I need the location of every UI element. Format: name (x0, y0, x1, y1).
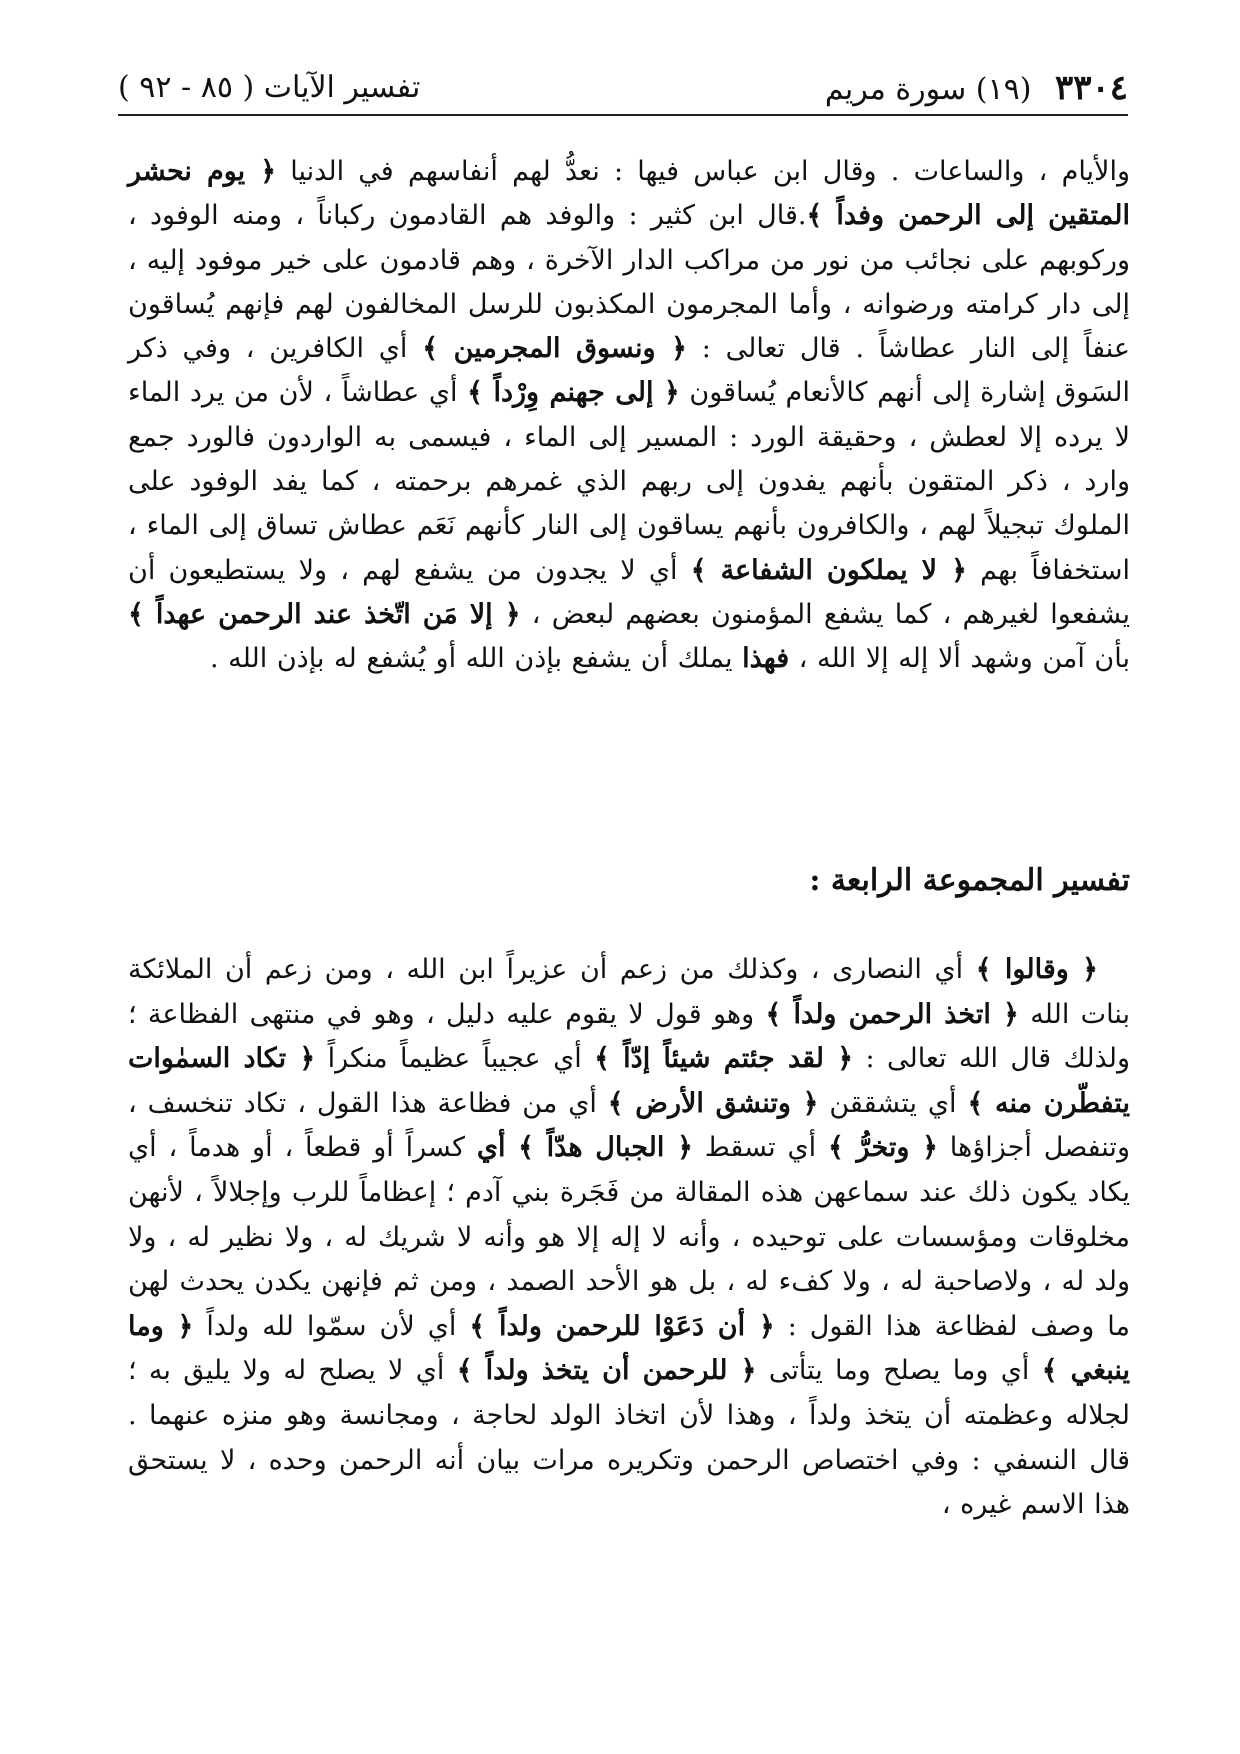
text-run: أي عجيباً عظيماً منكراً (315, 1043, 595, 1075)
text-run: أي وما يصلح وما يتأتى (756, 1355, 1042, 1387)
quran-quote: ﴿ إلا مَن اتّخذ عند الرحمن عهداً ﴾ (128, 598, 521, 630)
text-run: أي تسقط (692, 1132, 829, 1164)
quran-quote: ﴿ للرحمن أن يتخذ ولداً ﴾ (456, 1355, 757, 1387)
section-title: تفسير الآيات ( ٨٥ - ٩٢ ) (118, 70, 421, 105)
paragraph-continuation (128, 150, 1130, 682)
text-run: أي الكافرين ، وفي ذكر السَوق إشارة إلى أنهم كالأنعام يُساقون (128, 333, 1131, 409)
quran-quote: ﴿ ونسوق المجرمين ﴾ (422, 333, 687, 365)
emphasis-run: فهذا (742, 643, 790, 675)
text-run: أي يتشققن (818, 1087, 968, 1119)
quran-quote: ﴿ وتنشق الأرض ﴾ (607, 1087, 819, 1119)
text-run: .قال ابن كثير : والوفد هم القادمون ركباناً ، ومنه الوفود ، وركوبهم على نجائب من نور من مراكب الدار الآخرة ، وهم قادمون على خير موفود إليه ، إلى دار كرامته ورضوانه ، وأما المجرمون المكذبون للرسل المخالفون لهم فإنهم يُساقون عنفاً إلى النار عطاشاً . قال تعالى : (128, 200, 1130, 365)
quran-quote: ﴿ اتخذ الرحمن ولداً ﴾ (765, 998, 1019, 1030)
header-divider (118, 114, 1128, 116)
emphasis-run: أي (476, 1132, 519, 1164)
quran-quote: ﴿ يوم نحشر المتقين إلى الرحمن وفداً ﴾ (128, 156, 1130, 232)
text-run: والأيام ، والساعات . وقال ابن عباس فيها : نعدُّ لهم أنفاسهم في الدنيا (276, 156, 1130, 187)
quran-quote: ﴿ أن دَعَوْا للرحمن ولداً ﴾ (469, 1310, 775, 1342)
section-heading: تفسير المجموعة الرابعة : (809, 863, 1130, 898)
text-run: كسراً أو قطعاً ، أو هدماً ، أي يكاد يكون ذلك عند سماعهن هذه المقالة من فَجَرة بني آدم ؛ إعظاماً للرب وإجلالاً ، لأنهن مخلوقات ومؤسسات على توحيده ، وأنه لا إله إلا هو وأنه لا شريك له ، ولا نظير له ، ولا ولد له ، ولاصاحبة له ، ولا كفء له ، بل هو الأحد الصمد ، ومن ثم فإنهن يكدن يحدث لهن ما وصف لفظاعة هذا القول : (128, 1132, 1130, 1342)
quran-quote: ﴿ تكاد السمٰوات يتفطّرن منه ﴾ (128, 1043, 1130, 1119)
paragraph (128, 150, 1130, 682)
text-run: أي النصارى ، وكذلك من زعم أن عزيراً ابن الله ، ومن زعم أن الملائكة بنات الله (128, 954, 1130, 1030)
page-number: ٣٣٠٤ (1054, 68, 1128, 108)
text-run: أي من فظاعة هذا القول ، تكاد تنخسف ، وتنفصل أجزاؤها (128, 1087, 1130, 1164)
text-run: يملك أن يشفع بإذن الله أو يُشفع له بإذن الله . (209, 643, 743, 675)
text-run: أي لأن سمّوا لله ولداً (193, 1310, 470, 1342)
text-run: أي لا يصلح له ولا يليق به ؛ لجلاله وعظمته أن يتخذ ولداً ، وهذا لأن اتخاذ الولد لحاجة ، ومجانسة وهو منزه عنهما . قال النسفي : وفي اختصاص الرحمن وتكريره مرات بيان أنه الرحمن وحده ، لا يستحق هذا الاسم غيره ، (128, 1355, 1130, 1521)
quran-quote: ﴿ وقالوا ﴾ (975, 954, 1099, 985)
quran-quote: ﴿ وما ينبغي ﴾ (128, 1310, 1131, 1387)
text-run: أي عطاشاً ، لأن من يرد الماء لا يرده إلا لعطش ، وحقيقة الورد : المسير إلى الماء ، فيسمى به الواردون فالورد جمع وارد ، ذكر المتقون بأنهم يفدون إلى ربهم الذي غمرهم برحمته ، كما يفد الوفود على الملوك تبجيلاً لهم ، والكافرون بأنهم يساقون إلى النار كأنهم نَعَم عطاش تساق إلى الماء ، استخفافاً بهم (128, 377, 1130, 586)
quran-quote: ﴿ إلى جهنم وِرْداً ﴾ (467, 377, 680, 409)
quran-quote: ﴿ الجبال هدّاً ﴾ (518, 1132, 693, 1164)
paragraph (128, 948, 1130, 1528)
quran-quote: ﴿ لقد جئتم شيئاً إدّاً ﴾ (594, 1043, 854, 1075)
paragraph-main (128, 948, 1130, 1528)
quran-quote: ﴿ وتخرُّ ﴾ (828, 1132, 938, 1164)
text-run: وهو قول لا يقوم عليه دليل ، وهو في منتهى الفظاعة ؛ ولذلك قال الله تعالى : (128, 998, 1130, 1075)
running-header (118, 66, 1128, 114)
text-run: بأن آمن وشهد ألا إله إلا الله ، (789, 643, 1130, 675)
header-right (825, 66, 1128, 112)
quran-quote: ﴿ لا يملكون الشفاعة ﴾ (690, 554, 967, 586)
text-run: أي لا يجدون من يشفع لهم ، ولا يستطيعون أن يشفعوا لغيرهم ، كما يشفع المؤمنون بعضهم لبعض ، (128, 554, 1130, 630)
surah-title: (١٩) سورة مريم (824, 72, 1032, 107)
